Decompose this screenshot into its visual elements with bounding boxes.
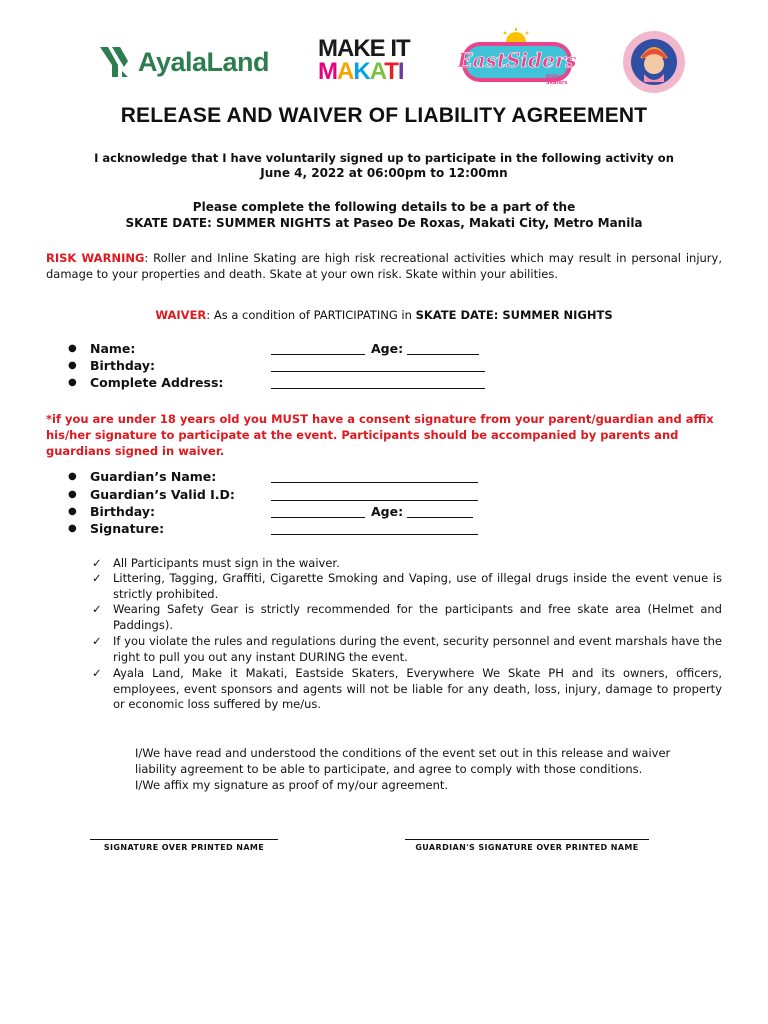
participant-name-row xyxy=(68,340,479,357)
intro-line-1: I acknowledge that I have voluntarily signed up to participate in the following activity on xyxy=(94,151,674,165)
bullet-icon: ● xyxy=(68,343,77,354)
checkmark-icon: ✓ xyxy=(92,556,102,570)
ack-line-1: I/We have read and understood the conditions of the event set out in this release and waiver xyxy=(135,746,671,760)
waiver-event: SKATE DATE: SUMMER NIGHTS xyxy=(415,308,613,322)
address-label: Complete Address: xyxy=(90,375,224,390)
rule-item xyxy=(92,571,722,602)
guardian-id-label: Guardian’s Valid I.D: xyxy=(90,487,235,502)
guardian-id-field[interactable] xyxy=(271,489,478,501)
skater-avatar-icon xyxy=(622,30,686,94)
event-datetime: June 4, 2022 at 06:00pm to 12:00mn xyxy=(260,166,508,180)
risk-warning xyxy=(46,250,722,282)
rule-text: If you violate the rules and regulations during the event, security personnel and event marshals have the right to pull you out any instant DURING the event. xyxy=(113,634,722,664)
ack-line-2: liability agreement to be able to participate, and agree to comply with those conditions. xyxy=(135,762,643,776)
bullet-icon: ● xyxy=(68,506,77,517)
makeit-bottom-text: MAKATI xyxy=(318,58,404,85)
makeit-top-text: MAKE IT xyxy=(318,35,410,62)
eastsiders-logo xyxy=(458,28,576,90)
make-it-makati-logo xyxy=(318,35,418,86)
rule-item xyxy=(92,634,722,665)
eastsiders-badge-icon xyxy=(458,28,576,90)
bullet-icon: ● xyxy=(68,471,77,482)
guardian-signature-line-label: GUARDIAN'S SIGNATURE OVER PRINTED NAME xyxy=(415,843,639,852)
svg-text:Roller: Roller xyxy=(546,74,563,80)
ayala-land-logo xyxy=(98,38,278,86)
birthday-label: Birthday: xyxy=(90,358,155,373)
guardian-birthday-row xyxy=(68,503,473,520)
birthday-field[interactable] xyxy=(271,360,485,372)
rule-text: Wearing Safety Gear is strictly recommended for the participants and free skate area (Helmet and Paddings). xyxy=(113,602,722,632)
rule-text: Ayala Land, Make it Makati, Eastside Skaters, Everywhere We Skate PH and its owners, officers, employees, event sponsors and agents will not be liable for any death, loss, injury, damage to property or economic loss suffered by me/us. xyxy=(113,666,722,711)
waiver-text: : As a condition of PARTICIPATING in xyxy=(206,308,416,322)
guardian-id-row xyxy=(68,486,478,503)
guardian-birthday-label: Birthday: xyxy=(90,504,155,519)
name-label: Name: xyxy=(90,341,136,356)
guardian-birthday-field[interactable] xyxy=(271,506,365,518)
guardian-signature-line[interactable] xyxy=(405,839,649,840)
bullet-icon: ● xyxy=(68,360,77,371)
participant-birthday-row xyxy=(68,357,485,374)
guardian-name-row xyxy=(68,468,478,485)
page-title: RELEASE AND WAIVER OF LIABILITY AGREEMENT xyxy=(120,104,648,127)
rule-text: All Participants must sign in the waiver. xyxy=(113,556,340,570)
guardian-name-field[interactable] xyxy=(271,471,478,483)
everywhere-we-skate-logo xyxy=(622,30,686,94)
checkmark-icon: ✓ xyxy=(92,571,102,585)
bullet-icon: ● xyxy=(68,523,77,534)
checkmark-icon: ✓ xyxy=(92,602,102,616)
guardian-name-label: Guardian’s Name: xyxy=(90,469,217,484)
ayala-mark-icon xyxy=(98,43,132,81)
age-field[interactable] xyxy=(407,343,479,355)
age-label: Age: xyxy=(371,341,404,356)
participant-address-row xyxy=(68,374,485,391)
intro-line-3: Please complete the following details to be a part of the xyxy=(192,200,576,214)
participant-signature-line[interactable] xyxy=(90,839,278,840)
minor-consent-notice: *if you are under 18 years old you MUST have a consent signature from your parent/guardian and affix his/her signature to participate at the event. Participants should be accompanied by parents and guardians signed in waiver. xyxy=(46,412,714,458)
rule-item xyxy=(92,666,722,713)
rule-text: Littering, Tagging, Graffiti, Cigarette Smoking and Vaping, use of illegal drugs inside the event venue is strictly prohibited. xyxy=(113,571,722,601)
checkmark-icon: ✓ xyxy=(92,666,102,680)
event-venue: SKATE DATE: SUMMER NIGHTS at Paseo De Roxas, Makati City, Metro Manila xyxy=(125,216,643,230)
svg-text:EastSiders: EastSiders xyxy=(458,48,576,72)
risk-warning-label: RISK WARNING xyxy=(46,251,145,265)
checkmark-icon: ✓ xyxy=(92,634,102,648)
guardian-signature-field[interactable] xyxy=(271,523,478,535)
bullet-icon: ● xyxy=(68,489,77,500)
name-field[interactable] xyxy=(271,343,365,355)
waiver-label: WAIVER xyxy=(155,308,207,322)
rule-item xyxy=(92,556,722,572)
bullet-icon: ● xyxy=(68,377,77,388)
guardian-age-field[interactable] xyxy=(407,506,473,518)
ack-line-3: I/We affix my signature as proof of my/our agreement. xyxy=(135,778,449,792)
guardian-age-label: Age: xyxy=(371,504,404,519)
risk-warning-text: : Roller and Inline Skating are high risk recreational activities which may result in personal injury, damage to your properties and death. Skate at your own risk. Skate within your abilities. xyxy=(46,251,722,281)
address-field[interactable] xyxy=(271,377,485,389)
waiver-line xyxy=(0,308,768,322)
participant-signature-label: SIGNATURE OVER PRINTED NAME xyxy=(103,843,265,852)
guardian-signature-label: Signature: xyxy=(90,521,165,536)
svg-text:Skaters: Skaters xyxy=(546,80,568,86)
rule-item xyxy=(92,602,722,633)
guardian-signature-row xyxy=(68,520,478,537)
ayala-logo-text: AyalaLand xyxy=(138,46,270,77)
